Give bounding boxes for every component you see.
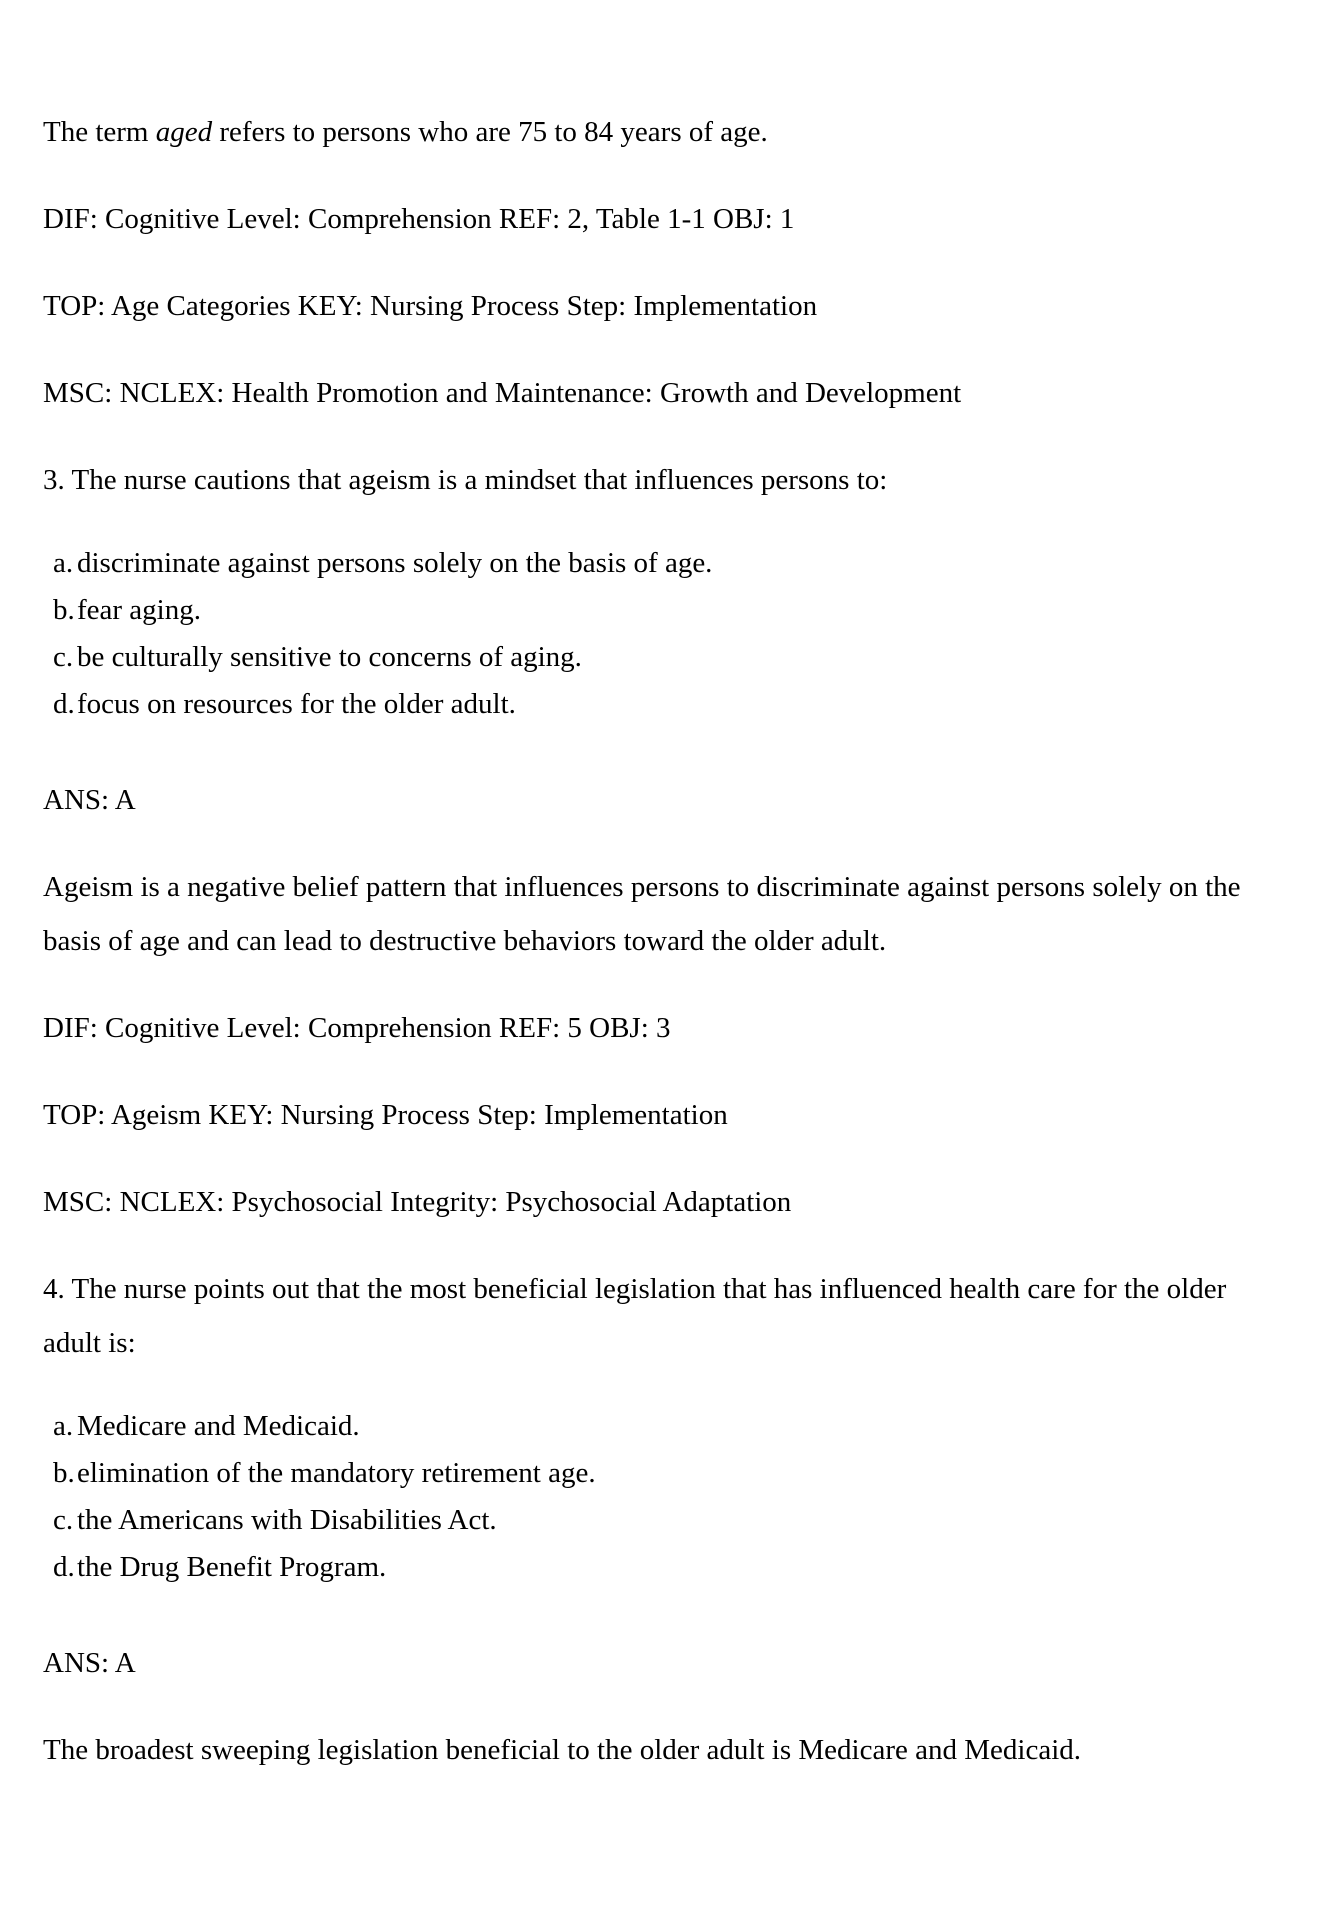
q3-dif-line: DIF: Cognitive Level: Comprehension REF: 5 OBJ: 3 (43, 1012, 671, 1044)
q4-rationale: The broadest sweeping legislation beneficial to the older adult is Medicare and Medicaid. (43, 1734, 1082, 1766)
q4-option-a-label: a. (53, 1410, 74, 1442)
q4-option-a (53, 1403, 1284, 1450)
q3-option-d (53, 681, 1284, 728)
q2-msc-line: MSC: NCLEX: Health Promotion and Maintenance: Growth and Development (43, 377, 962, 409)
q4-option-b-text: elimination of the mandatory retirement age. (77, 1457, 596, 1489)
intro-prefix: The term (43, 116, 156, 148)
q3-top-line: TOP: Ageism KEY: Nursing Process Step: Implementation (43, 1099, 728, 1131)
q4-option-c-label: c. (53, 1504, 74, 1536)
q3-options (43, 540, 1284, 728)
q3-option-c-text: be culturally sensitive to concerns of aging. (77, 641, 582, 673)
q4-stem: 4. The nurse points out that the most beneficial legislation that has influenced health care for the older adult is: (43, 1273, 1227, 1359)
q4-option-b-label: b. (53, 1457, 75, 1489)
q2-dif-line: DIF: Cognitive Level: Comprehension REF: 2, Table 1-1 OBJ: 1 (43, 203, 795, 235)
q3-option-b-text: fear aging. (77, 594, 201, 626)
q4-option-d (53, 1544, 1284, 1591)
q3-option-a-text: discriminate against persons solely on the basis of age. (77, 547, 713, 579)
q3-option-d-text: focus on resources for the older adult. (77, 688, 516, 720)
q3-option-a (53, 540, 1284, 587)
q4-option-d-label: d. (53, 1551, 75, 1583)
q3-option-d-label: d. (53, 688, 75, 720)
q3-option-b-label: b. (53, 594, 75, 626)
intro-statement (43, 105, 1284, 159)
q4-option-c-text: the Americans with Disabilities Act. (77, 1504, 497, 1536)
q4-options (43, 1403, 1284, 1591)
intro-suffix: refers to persons who are 75 to 84 years of age. (212, 116, 768, 148)
q2-top-line: TOP: Age Categories KEY: Nursing Process Step: Implementation (43, 290, 818, 322)
q3-stem: 3. The nurse cautions that ageism is a mindset that influences persons to: (43, 464, 888, 496)
q3-option-c (53, 634, 1284, 681)
q4-option-d-text: the Drug Benefit Program. (77, 1551, 387, 1583)
q3-option-c-label: c. (53, 641, 74, 673)
q4-option-a-text: Medicare and Medicaid. (77, 1410, 360, 1442)
q3-option-b (53, 587, 1284, 634)
q3-option-a-label: a. (53, 547, 74, 579)
q4-option-c (53, 1497, 1284, 1544)
q3-rationale: Ageism is a negative belief pattern that influences persons to discriminate against persons solely on the basis of age and can lead to destructive behaviors toward the older adult. (43, 871, 1241, 957)
intro-italic-term: aged (155, 116, 213, 148)
q3-answer: ANS: A (43, 784, 136, 816)
q3-msc-line: MSC: NCLEX: Psychosocial Integrity: Psychosocial Adaptation (43, 1186, 792, 1218)
q4-option-b (53, 1450, 1284, 1497)
q4-answer: ANS: A (43, 1647, 136, 1679)
